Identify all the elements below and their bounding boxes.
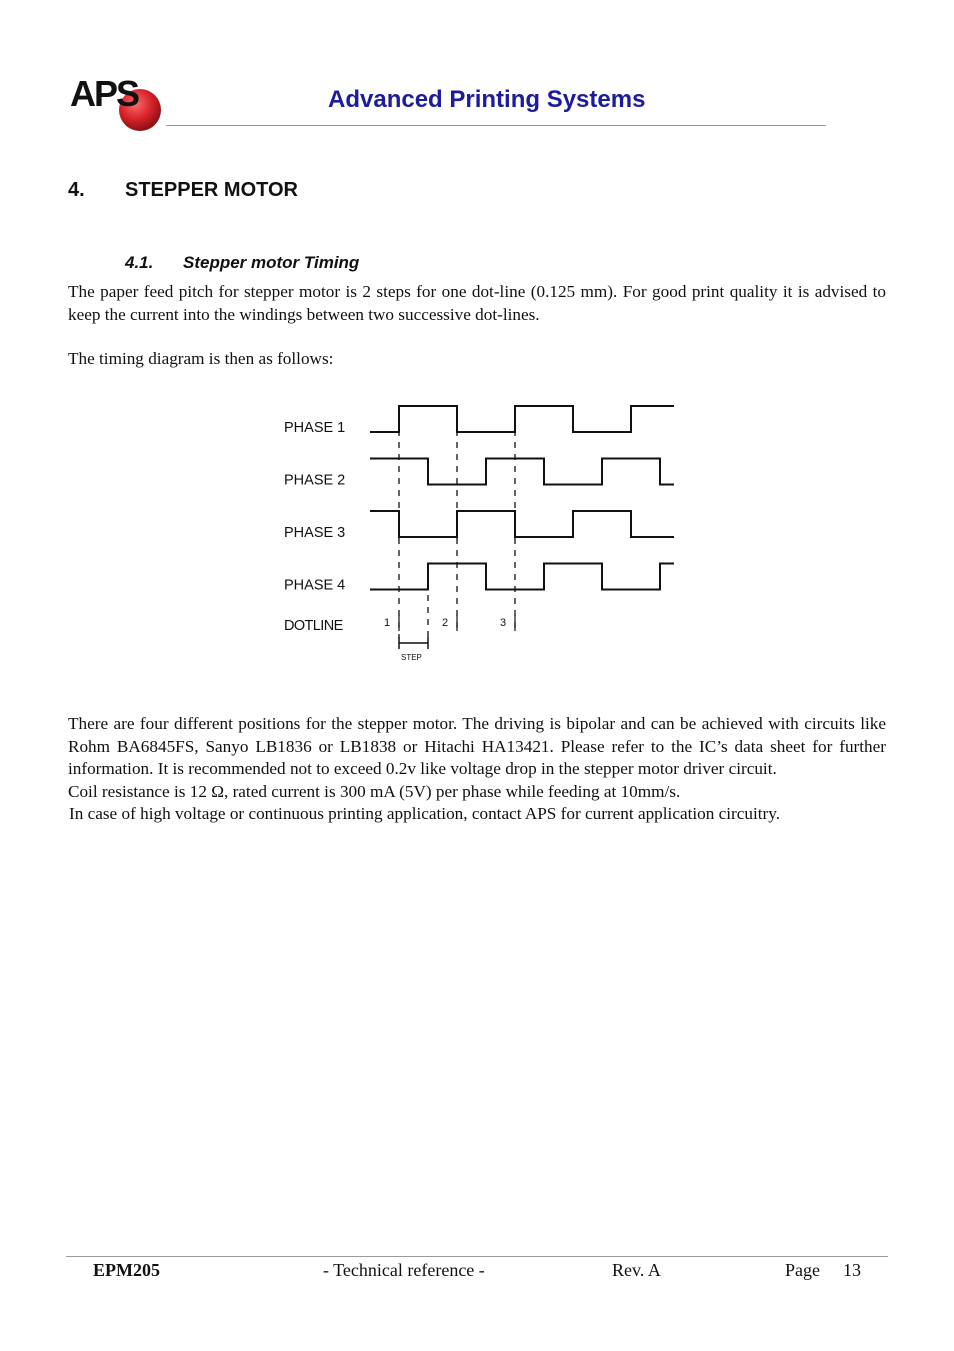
footer-doc-type: - Technical reference - — [323, 1260, 485, 1280]
timing-lead-paragraph: The timing diagram is then as follows: — [68, 349, 334, 368]
phase-waveform — [370, 564, 674, 590]
driving-paragraph — [68, 713, 886, 826]
timing-diagram — [270, 395, 690, 670]
phase-label: PHASE 4 — [284, 577, 346, 594]
aps-logo — [68, 70, 168, 136]
section-number: 4. — [68, 179, 85, 201]
footer-revision: Rev. A — [612, 1260, 661, 1280]
driving-text: There are four different positions for the stepper motor. The driving is bipolar and can be achieved with circuits like Rohm BA6845FS, Sanyo LB1836 or LB1838 or Hitachi HA13421. Please refer to the IC’s data sheet for further information. It is recommended not to exceed 0.2v like voltage drop in the stepper motor driver circuit. — [68, 714, 886, 779]
intro-paragraph: The paper feed pitch for stepper motor is 2 steps for one dot-line (0.125 mm). For good print quality it is advised to keep the current into the windings between two successive dot-lines. — [68, 282, 886, 324]
dotline-label: DOTLINE — [284, 618, 343, 634]
footer-page-label: Page — [785, 1260, 820, 1280]
header-divider — [166, 125, 826, 126]
coil-text: Coil resistance is 12 Ω, rated current is 300 mA (5V) per phase while feeding at 10mm/s. — [68, 781, 681, 801]
subsection-title: Stepper motor Timing — [183, 253, 360, 272]
phase-waveform — [370, 511, 674, 537]
phase-label: PHASE 2 — [284, 472, 346, 489]
dotline-number: 3 — [500, 617, 507, 629]
phase-waveform — [370, 406, 674, 432]
footer-doc-code: EPM205 — [93, 1260, 160, 1280]
logo-lettering: APS — [70, 73, 139, 114]
phase-label: PHASE 1 — [284, 420, 346, 436]
footer-page-number: 13 — [843, 1260, 861, 1280]
dotline-number: 1 — [384, 617, 391, 629]
step-label: STEP — [401, 653, 422, 662]
footer-divider — [66, 1256, 888, 1257]
subsection-number: 4.1. — [125, 253, 154, 272]
contact-text: In case of high voltage or continuous printing application, contact APS for current application circuitry. — [69, 804, 781, 824]
phase-waveform — [370, 459, 674, 485]
phase-label: PHASE 3 — [284, 525, 346, 541]
company-title: Advanced Printing Systems — [328, 86, 646, 113]
dotline-number: 2 — [442, 617, 449, 629]
section-title: STEPPER MOTOR — [125, 179, 298, 201]
